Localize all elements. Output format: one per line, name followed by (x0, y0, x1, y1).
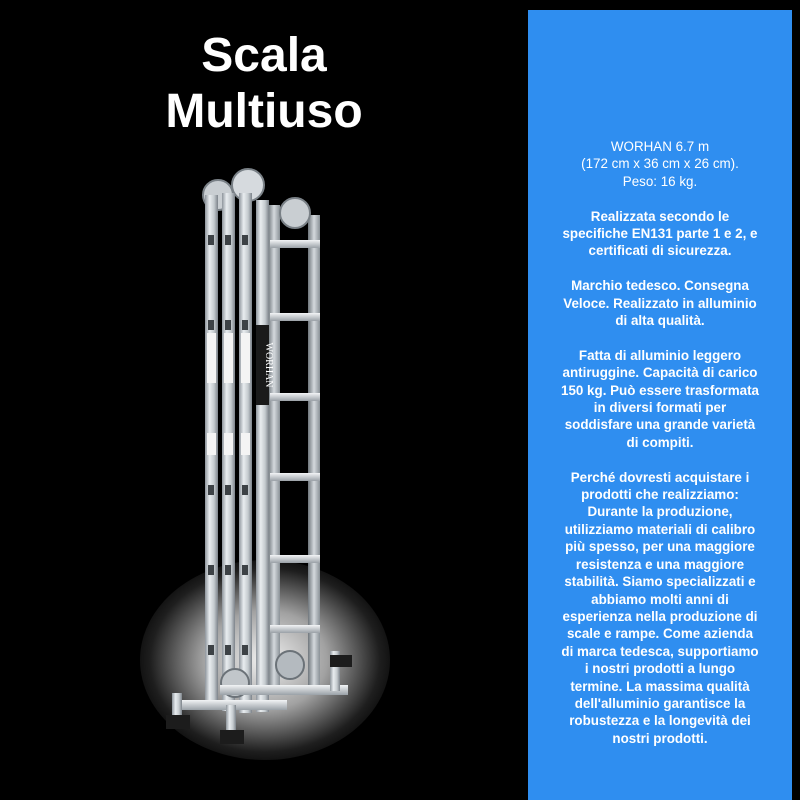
title-line-1: Scala (201, 29, 327, 82)
description-panel (528, 10, 792, 800)
title-line-2: Multiuso (165, 85, 363, 138)
ladder-hinge-bottom-back (276, 651, 304, 679)
page-title (0, 28, 528, 140)
paragraph-why-buy: Perché dovresti acquistare i prodotti che realizziamo: Durante la produzione, utilizziamo materiali di calibro più spesso, per una maggiore resistenza e una maggiore stabilità. Siamo specializzati e abbiamo molti anni di esperienza nella produzione di scale e rampe. Come azienda di marca tedesca, supportiamo i nostri prodotti a lungo termine. La massima qualità dell'alluminio garantisce la robustezza e la longevità dei nostri prodotti. (561, 469, 759, 746)
paragraph-certification: Realizzata secondo le specifiche EN131 parte 1 e 2, e certificati di sicurezza. (562, 208, 758, 259)
paragraph-brand: Marchio tedesco. Consegna Veloce. Realizzato in alluminio di alta qualità. (563, 278, 757, 329)
spec-paragraph: WORHAN 6.7 m (172 cm x 36 cm x 26 cm). Peso: 16 kg. (581, 139, 739, 189)
ladder-image (150, 165, 380, 765)
paragraph-material: Fatta di alluminio leggero antiruggine. Capacità di carico 150 kg. Può essere trasformata in diversi formati per soddisfare una grande varietà di compiti. (561, 347, 759, 450)
ladder-back-rail-mid (268, 205, 280, 695)
brand-label-text: WORHAN (263, 342, 274, 388)
description-text (538, 138, 782, 765)
ladder-back-rail-right (308, 215, 320, 685)
